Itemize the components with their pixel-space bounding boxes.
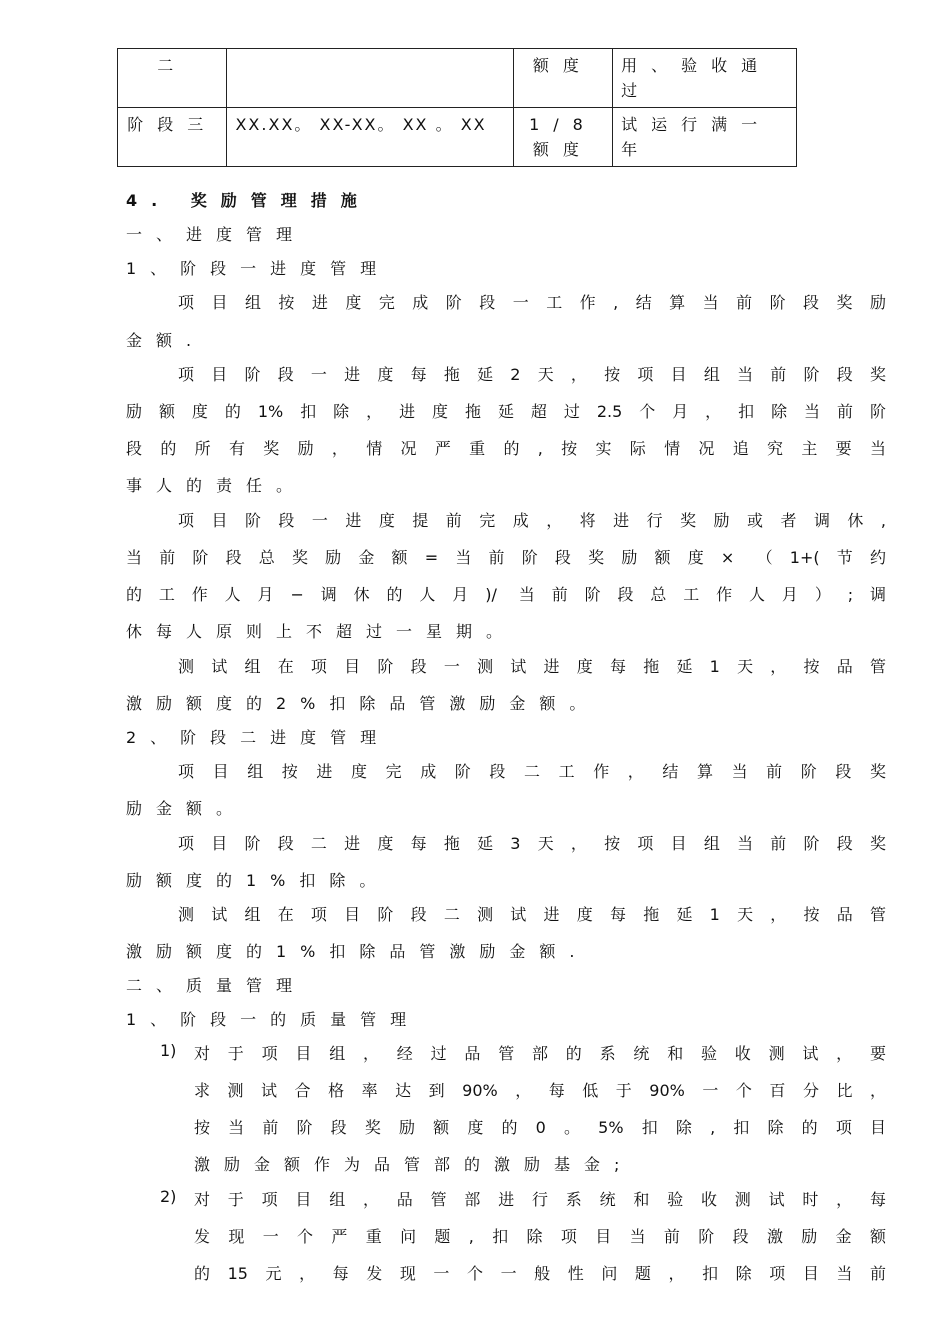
- paragraph-line: 段的所有奖励，情况严重的,按实际情况追究主要当: [126, 439, 886, 458]
- stage-table: [117, 48, 797, 167]
- paragraph-line: 激励额度的1%扣除品管激励金额.: [126, 942, 589, 961]
- table-cell: [227, 49, 513, 108]
- table-cell: XX.XX。 XX-XX。 XX 。 XX: [227, 108, 513, 167]
- paragraph-line: 项目组按进度完成阶段二工作，结算当前阶段奖: [178, 762, 886, 781]
- paragraph-line: 金额.: [126, 331, 206, 350]
- paragraph-line: 休每人原则上不超过一星期。: [126, 622, 517, 641]
- list-item-line: 发现一个严重问题,扣除项目当前阶段激励金额: [194, 1227, 886, 1246]
- paragraph-line: 测试组在项目阶段一测试进度每拖延1天，按品管: [178, 657, 886, 676]
- table-cell: 用、验收通过: [613, 49, 797, 108]
- list-item-line: 对于项目组，品管部进行系统和验收测试时，每: [194, 1190, 886, 1209]
- paragraph-line: 项目阶段二进度每拖延3天，按项目组当前阶段奖: [178, 834, 886, 853]
- paragraph-line: 项目阶段一进度提前完成，将进行奖励或者调休,: [178, 511, 886, 530]
- table-row: [118, 108, 797, 167]
- list-item-line: 的15元，每发现一个一般性问题，扣除项目当前: [194, 1264, 886, 1283]
- table-cell: 额度: [513, 49, 612, 108]
- paragraph-line: 事人的责任。: [126, 476, 307, 495]
- paragraph-title: 1、阶段一的质量管理: [126, 1010, 421, 1029]
- paragraph-line: 激励额度的2%扣除品管激励金额。: [126, 694, 600, 713]
- list-item-line: 求测试合格率达到90%，每低于90%一个百分比，: [194, 1081, 886, 1100]
- table-cell: 试运行满一年: [613, 108, 797, 167]
- list-number: 2): [160, 1187, 177, 1206]
- list-item-line: 对于项目组，经过品管部的系统和验收测试，要: [194, 1044, 886, 1063]
- section-heading: 4. 奖励管理措施: [126, 191, 371, 210]
- subsection-title: 一、进度管理: [126, 225, 307, 244]
- list-item-line: 按当前阶段奖励额度的0。5%扣除,扣除的项目: [194, 1118, 886, 1137]
- table-cell: 1/8额度: [513, 108, 612, 167]
- paragraph-title: 2、阶段二进度管理: [126, 728, 391, 747]
- list-number: 1): [160, 1041, 177, 1060]
- paragraph-line: 当前阶段总奖励金额=当前阶段奖励额度× （1+(节约: [126, 548, 886, 567]
- table-cell: 阶段三: [118, 108, 227, 167]
- paragraph-line: 的工作人月−调休的人月)/ 当前阶段总工作人月）;调: [126, 585, 886, 604]
- subsection-title: 二、质量管理: [126, 976, 307, 995]
- paragraph-line: 励额度的1%扣除，进度拖延超过2.5个月，扣除当前阶: [126, 402, 886, 421]
- paragraph-line: 测试组在项目阶段二测试进度每拖延1天，按品管: [178, 905, 886, 924]
- table-cell: 二: [118, 49, 227, 108]
- table-row: [118, 49, 797, 108]
- paragraph-line: 项目组按进度完成阶段一工作,结算当前阶段奖励: [178, 293, 886, 312]
- list-item-line: 激励金额作为品管部的激励基金;: [194, 1155, 634, 1174]
- paragraph-title: 1、阶段一进度管理: [126, 259, 391, 278]
- paragraph-line: 项目阶段一进度每拖延2天，按项目组当前阶段奖: [178, 365, 886, 384]
- paragraph-line: 励金额。: [126, 799, 247, 818]
- paragraph-line: 励额度的1%扣除。: [126, 871, 390, 890]
